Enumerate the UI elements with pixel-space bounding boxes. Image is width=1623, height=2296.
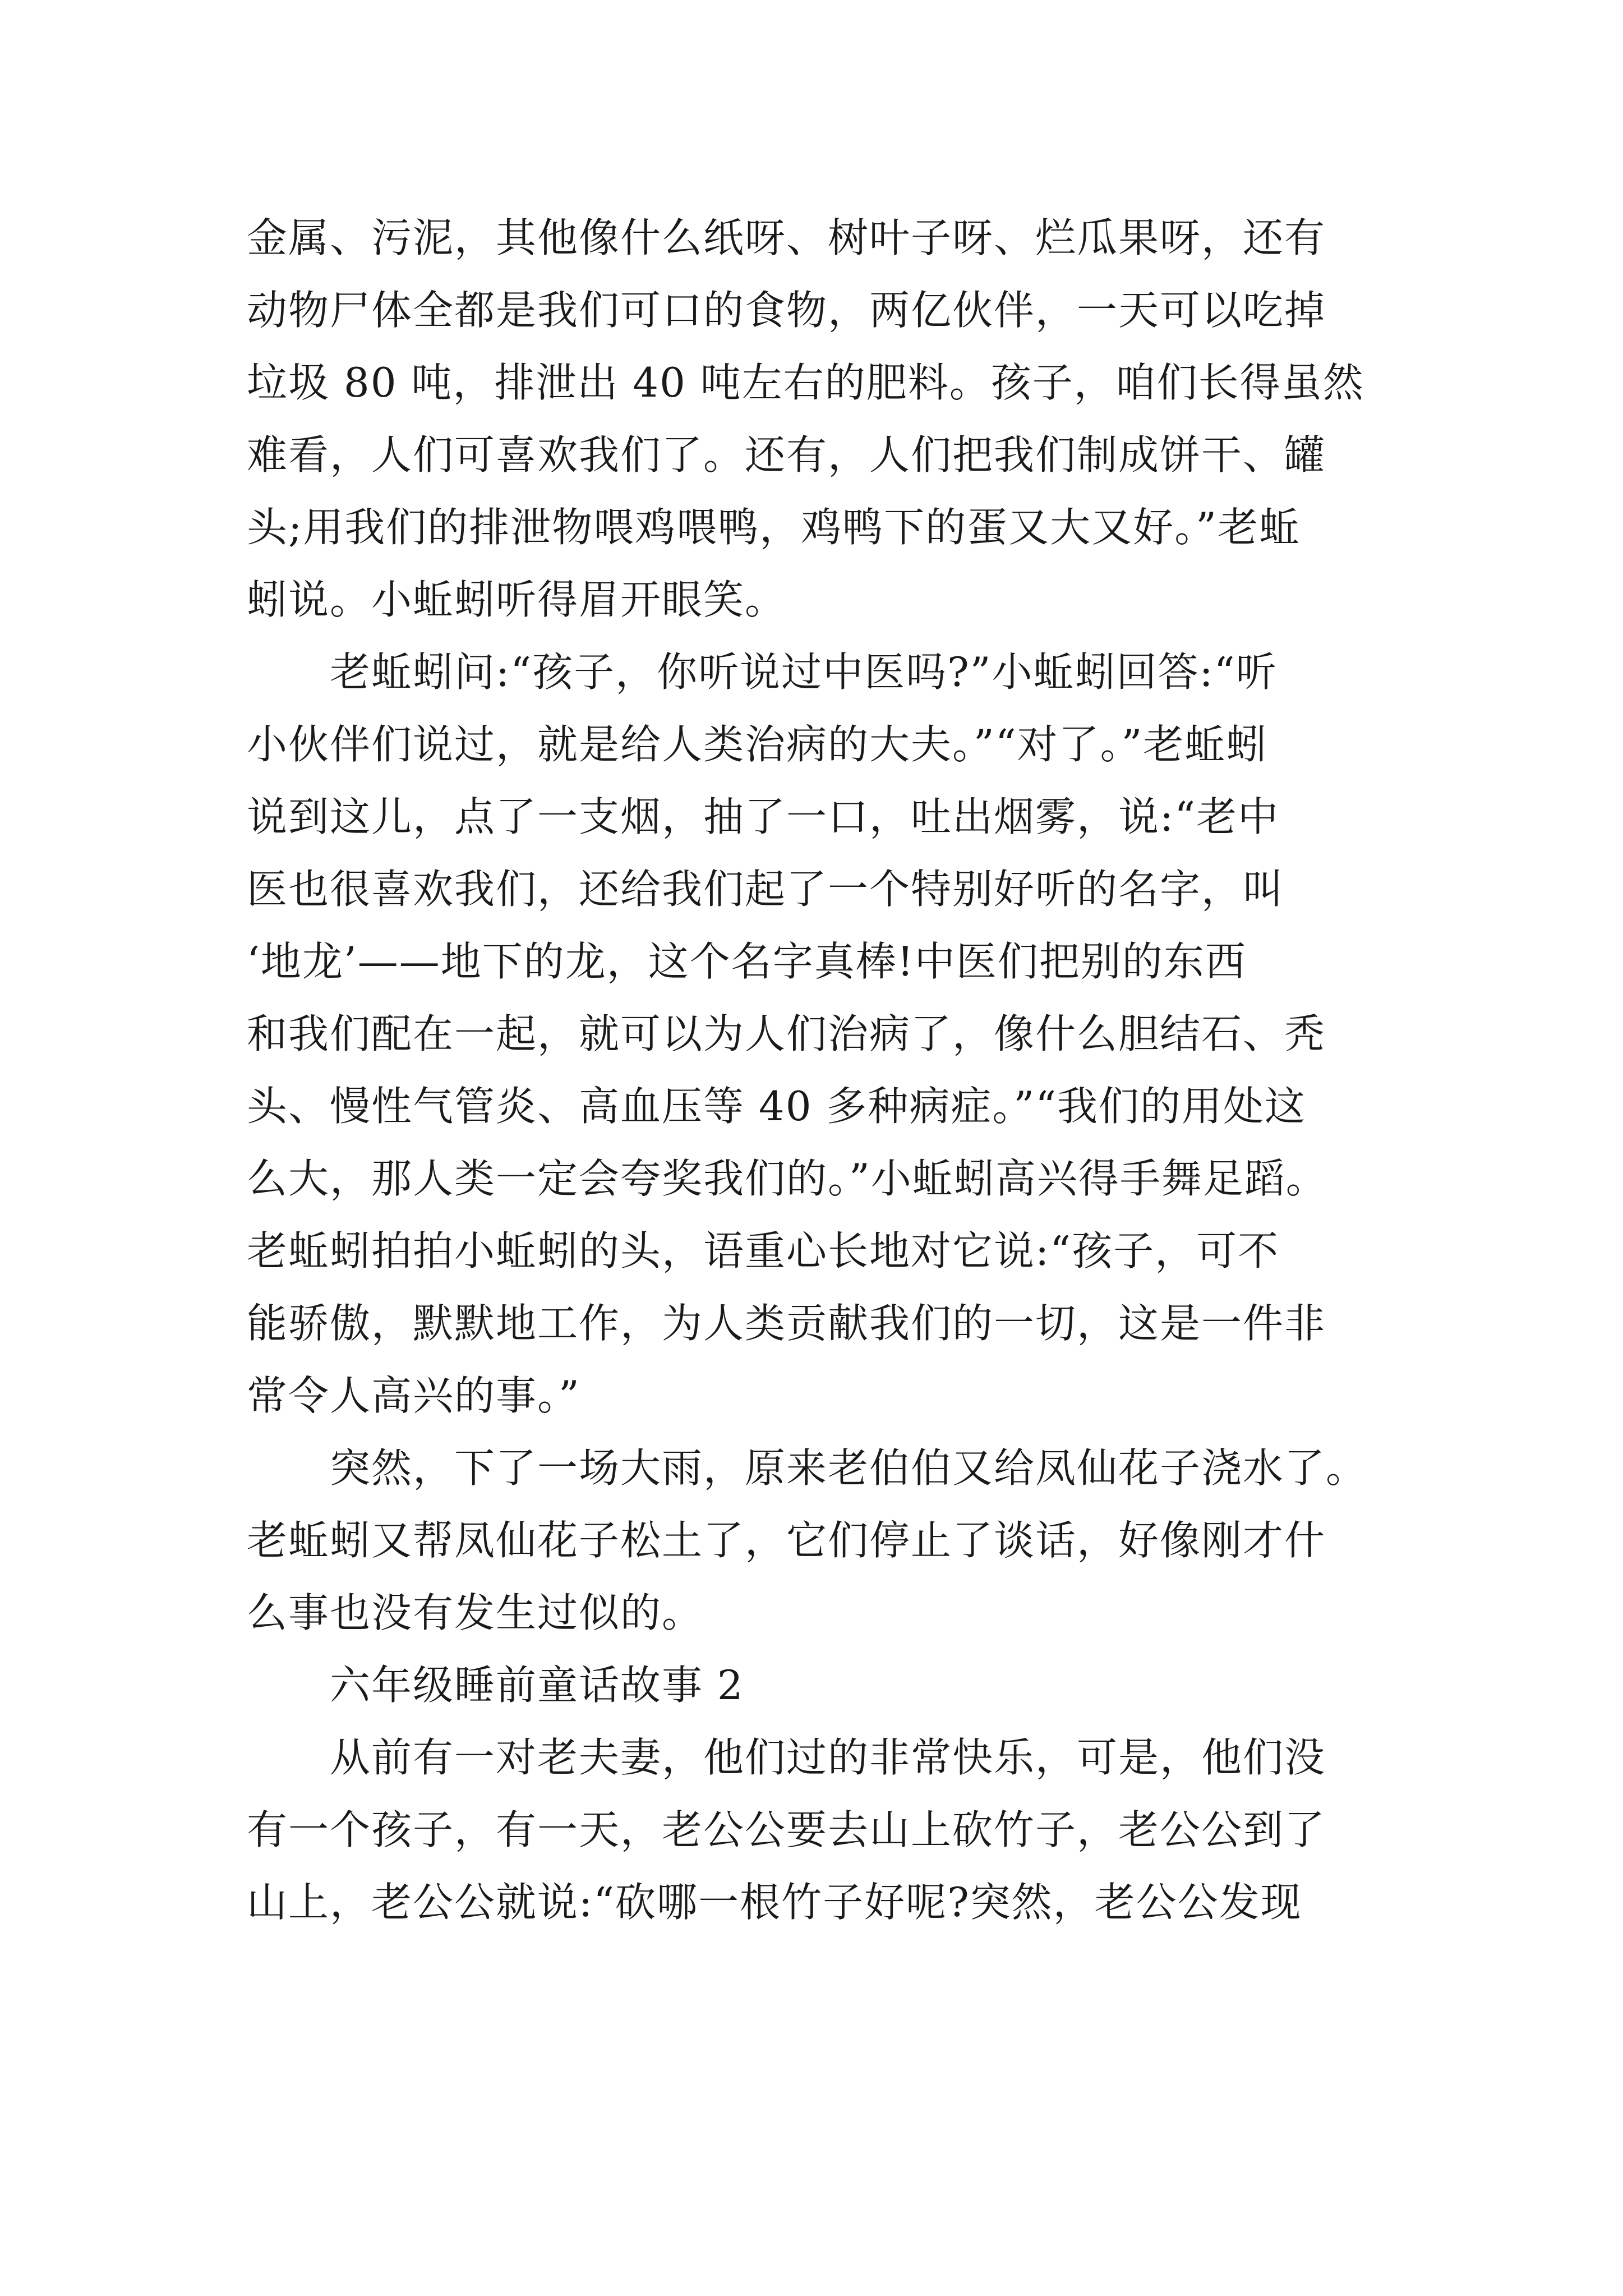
text-line: 说到这儿，点了一支烟，抽了一口，吐出烟雾，说:“老中 (247, 793, 1280, 840)
text-line: 金属、污泥，其他像什么纸呀、树叶子呀、烂瓜果呀，还有 (247, 214, 1326, 261)
paragraph-start-line: 从前有一对老夫妻，他们过的非常快乐，可是，他们没 (330, 1734, 1326, 1781)
text-line: 老蚯蚓拍拍小蚯蚓的头，语重心长地对它说:“孩子，可不 (247, 1227, 1280, 1274)
document-body (247, 202, 1380, 1939)
text-line: 小伙伴们说过，就是给人类治病的大夫。”“对了。”老蚯蚓 (247, 721, 1268, 768)
text-line: 有一个孩子，有一天，老公公要去山上砍竹子，老公公到了 (247, 1806, 1326, 1853)
text-line: 头、慢性气管炎、高血压等 40 多种病症。”“我们的用处这 (247, 1083, 1307, 1130)
text-line: 老蚯蚓又帮凤仙花子松土了，它们停止了谈话，好像刚才什 (247, 1517, 1326, 1564)
text-line: 能骄傲，默默地工作，为人类贡献我们的一切，这是一件非 (247, 1300, 1326, 1347)
text-line: ‘地龙’——地下的龙，这个名字真棒!中医们把别的东西 (247, 938, 1247, 985)
text-line: 垃圾 80 吨，排泄出 40 吨左右的肥料。孩子，咱们长得虽然 (247, 359, 1364, 406)
paragraph-start-line: 老蚯蚓问:“孩子，你听说过中医吗?”小蚯蚓回答:“听 (330, 648, 1278, 696)
text-line: 和我们配在一起，就可以为人们治病了，像什么胆结石、秃 (247, 1010, 1326, 1057)
section-heading: 六年级睡前童话故事 2 (330, 1662, 744, 1709)
text-line: 难看，人们可喜欢我们了。还有，人们把我们制成饼干、罐 (247, 431, 1326, 478)
text-line: 动物尸体全都是我们可口的食物，两亿伙伴，一天可以吃掉 (247, 287, 1326, 334)
paragraph-start-line: 突然，下了一场大雨，原来老伯伯又给凤仙花子浇水了。 (330, 1444, 1368, 1492)
text-line: 头;用我们的排泄物喂鸡喂鸭，鸡鸭下的蛋又大又好。”老蚯 (247, 504, 1301, 551)
text-line: 常令人高兴的事。” (247, 1372, 580, 1419)
text-line: 蚓说。小蚯蚓听得眉开眼笑。 (247, 576, 787, 623)
text-line: 么事也没有发生过似的。 (247, 1589, 704, 1636)
text-line: 山上，老公公就说:“砍哪一根竹子好呢?突然，老公公发现 (247, 1879, 1302, 1926)
text-line: 么大，那人类一定会夸奖我们的。”小蚯蚓高兴得手舞足蹈。 (247, 1155, 1327, 1202)
text-line: 医也很喜欢我们，还给我们起了一个特别好听的名字，叫 (247, 866, 1285, 913)
